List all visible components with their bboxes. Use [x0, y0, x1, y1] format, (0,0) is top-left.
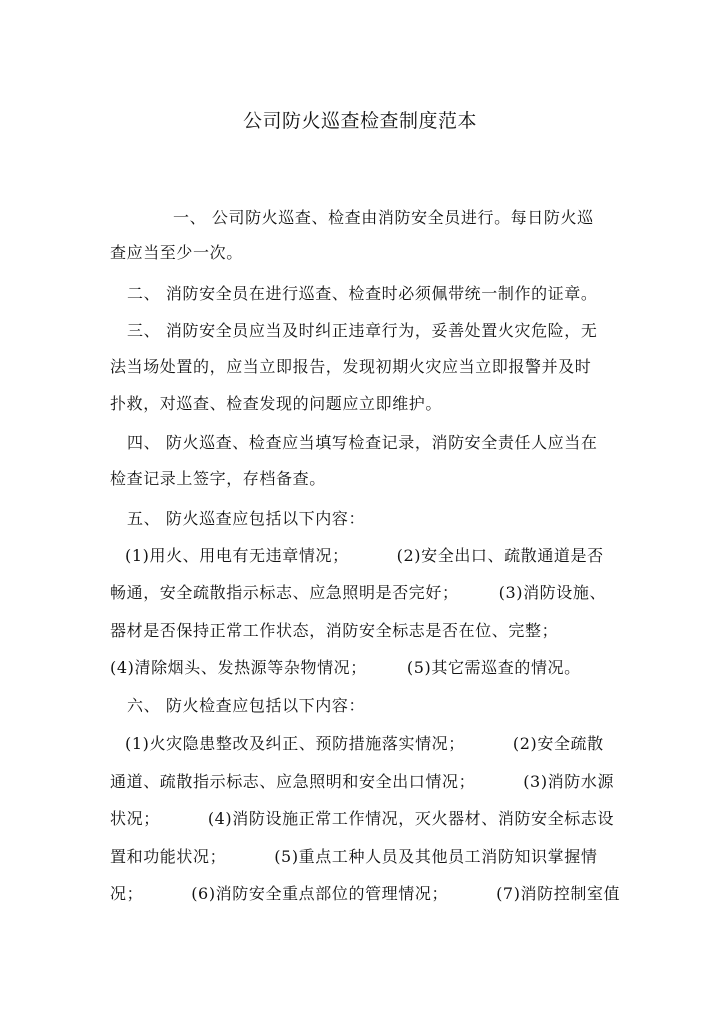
- paragraph-line: 四、 防火巡查、检查应当填写检查记录，消防安全责任人应当在: [127, 433, 598, 452]
- list-item: (1)用火、用电有无违章情况；: [125, 546, 349, 565]
- list-item: 畅通，安全疏散指示标志、应急照明是否完好；: [110, 583, 459, 602]
- list-line: [110, 806, 614, 829]
- list-item: (1)火灾隐患整改及纠正、预防措施落实情况；: [125, 734, 465, 753]
- list-item: (2)安全出口、疏散通道是否: [396, 546, 604, 565]
- list-line: [110, 844, 597, 867]
- list-item: (2)安全疏散: [512, 734, 604, 753]
- list-line: [110, 580, 606, 603]
- paragraph-line: 查应当至少一次。: [110, 243, 243, 262]
- document-title: 公司防火巡查检查制度范本: [242, 110, 477, 132]
- list-item: (3)消防设施、: [498, 583, 607, 602]
- list-item: (5)其它需巡查的情况。: [406, 658, 581, 677]
- list-item: (6)消防安全重点部位的管理情况；: [191, 884, 449, 903]
- list-item: 状况；: [110, 809, 160, 828]
- list-line: [110, 769, 614, 792]
- list-line: [125, 731, 604, 754]
- paragraph-line: 扑救，对巡查、检查发现的问题应立即维护。: [110, 394, 443, 413]
- list-item: (3)消防水源: [523, 772, 615, 791]
- list-item: (4)消防设施正常工作情况，灭火器材、消防安全标志设: [207, 809, 615, 828]
- list-item: (7)消防控制室值: [496, 884, 621, 903]
- list-line: [125, 543, 604, 566]
- list-item: (4)清除烟头、发热源等杂物情况；: [110, 658, 367, 677]
- list-line: [110, 655, 581, 678]
- list-item: 况；: [110, 884, 144, 903]
- section-heading: 五、 防火巡查应包括以下内容：: [127, 509, 366, 528]
- list-item: 通道、疏散指示标志、应急照明和安全出口情况；: [110, 772, 476, 791]
- section-heading: 六、 防火检查应包括以下内容：: [127, 696, 366, 715]
- list-line: 器材是否保持正常工作状态，消防安全标志是否在位、完整；: [110, 621, 559, 640]
- paragraph-line: 二、 消防安全员在进行巡查、检查时必须佩带统一制作的证章。: [127, 284, 598, 303]
- paragraph-line: 三、 消防安全员应当及时纠正违章行为，妥善处置火灾危险，无: [127, 321, 598, 340]
- paragraph-line: 检查记录上签字，存档备查。: [110, 469, 326, 488]
- list-item: (5)重点工种人员及其他员工消防知识掌握情: [274, 847, 598, 866]
- list-line: [110, 881, 620, 904]
- paragraph-line: 法当场处置的，应当立即报告，发现初期火灾应当立即报警并及时: [110, 357, 592, 376]
- paragraph-line: 一、 公司防火巡查、检查由消防安全员进行。每日防火巡: [173, 208, 594, 227]
- list-item: 置和功能状况；: [110, 847, 227, 866]
